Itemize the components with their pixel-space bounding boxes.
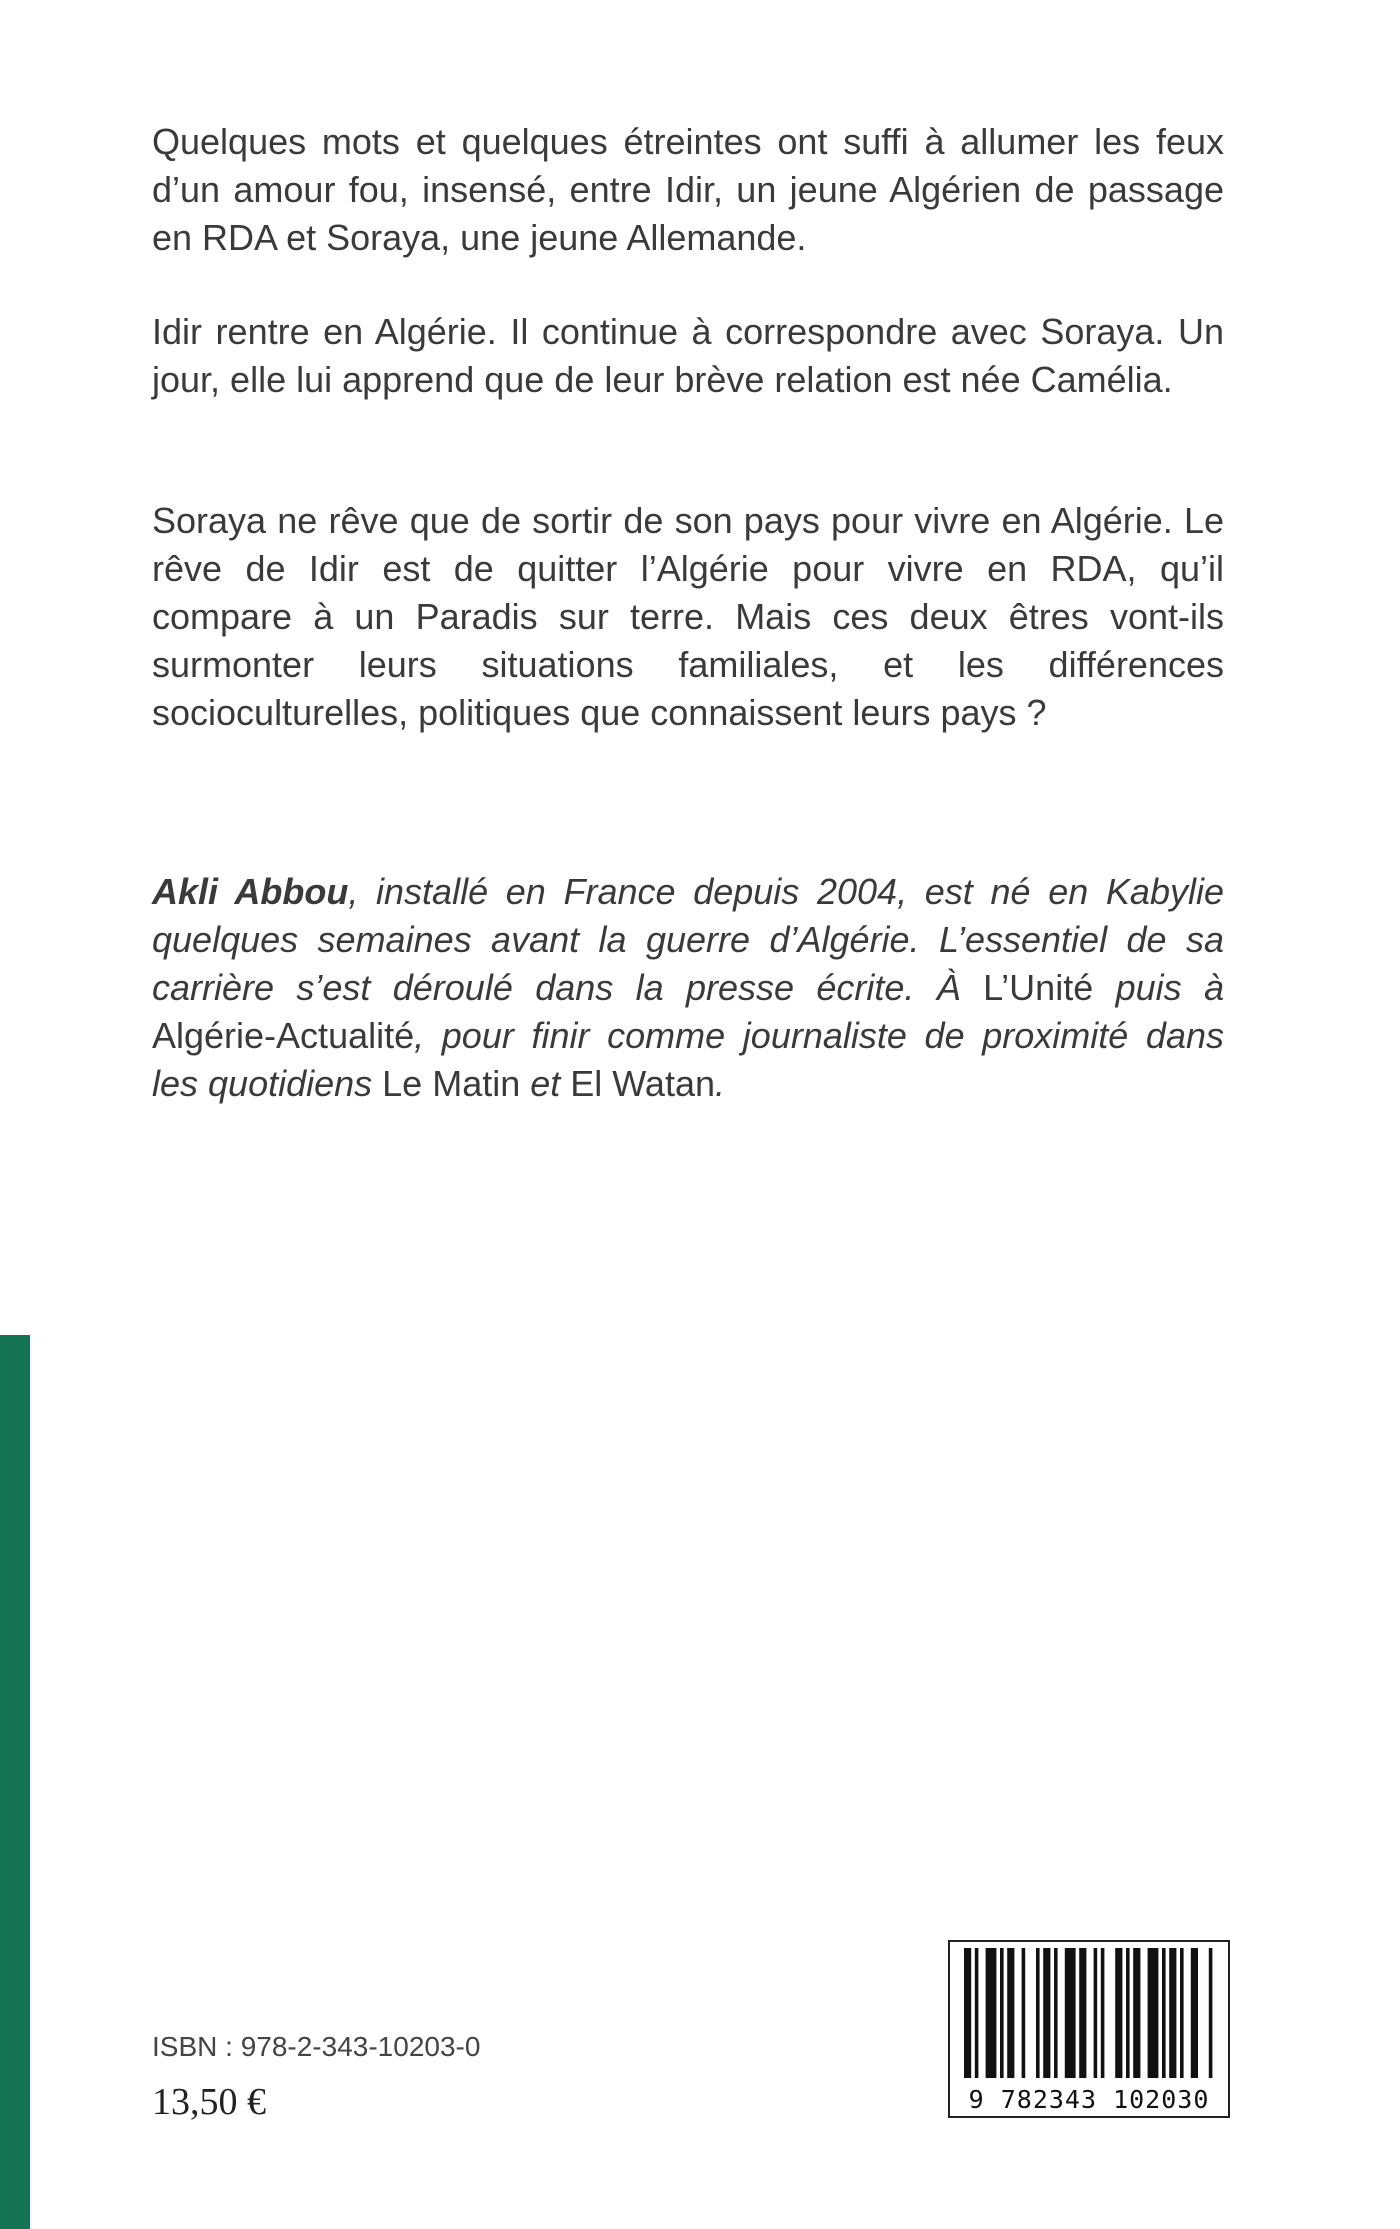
newspaper-algerie-actualite: Algérie-Actualité (152, 1015, 415, 1056)
author-bio-part-1: , installé en France depuis 2004, est né en Kabylie quelques semaines avant la guerre d’Algérie. L’essentiel de sa carrière s’est déroulé dans la presse écrite. À (152, 871, 1224, 1008)
barcode-digits: 9 782343 102030 (968, 2085, 1210, 2114)
synopsis-text-2: Idir rentre en Algérie. Il continue à correspondre avec Soraya. Un jour, elle lui apprend que de leur brève relation est née Camélia. (152, 311, 1224, 400)
price-label: 13,50 € (152, 2081, 266, 2123)
synopsis-paragraph-2 (152, 308, 1224, 404)
author-bio-part-2: puis à (1093, 967, 1224, 1008)
author-bio-part-4: et (520, 1063, 571, 1104)
author-bio-text (152, 868, 1224, 1108)
synopsis-paragraph-3 (152, 497, 1224, 737)
newspaper-el-watan: El Watan (570, 1063, 715, 1104)
newspaper-lunite: L’Unité (983, 967, 1094, 1008)
synopsis-paragraph-1 (152, 118, 1224, 262)
synopsis-text-3: Soraya ne rêve que de sortir de son pays pour vivre en Algérie. Le rêve de Idir est de quitter l’Algérie pour vivre en RDA, qu’il compare à un Paradis sur terre. Mais ces deux êtres vont-ils surmonter leurs situations familiales, et les différences socioculturelles, politiques que connaissent leurs pays ? (152, 500, 1224, 733)
barcode-bars-image (950, 1942, 1228, 2082)
barcode (948, 1940, 1230, 2118)
author-bio-part-3: , pour finir comme journaliste de proximité dans les quotidiens (152, 1015, 1224, 1104)
author-bio-part-5: . (715, 1063, 726, 1104)
isbn-label: ISBN : 978-2-343-10203-0 (152, 2031, 481, 2062)
synopsis-text-1: Quelques mots et quelques étreintes ont suffi à allumer les feux d’un amour fou, insensé, entre Idir, un jeune Algérien de passage en RDA et Soraya, une jeune Allemande. (152, 121, 1224, 258)
newspaper-le-matin: Le Matin (382, 1063, 521, 1104)
author-bio (152, 868, 1224, 1108)
green-accent-bar (0, 1335, 30, 2229)
author-name: Akli Abbou (152, 871, 349, 912)
